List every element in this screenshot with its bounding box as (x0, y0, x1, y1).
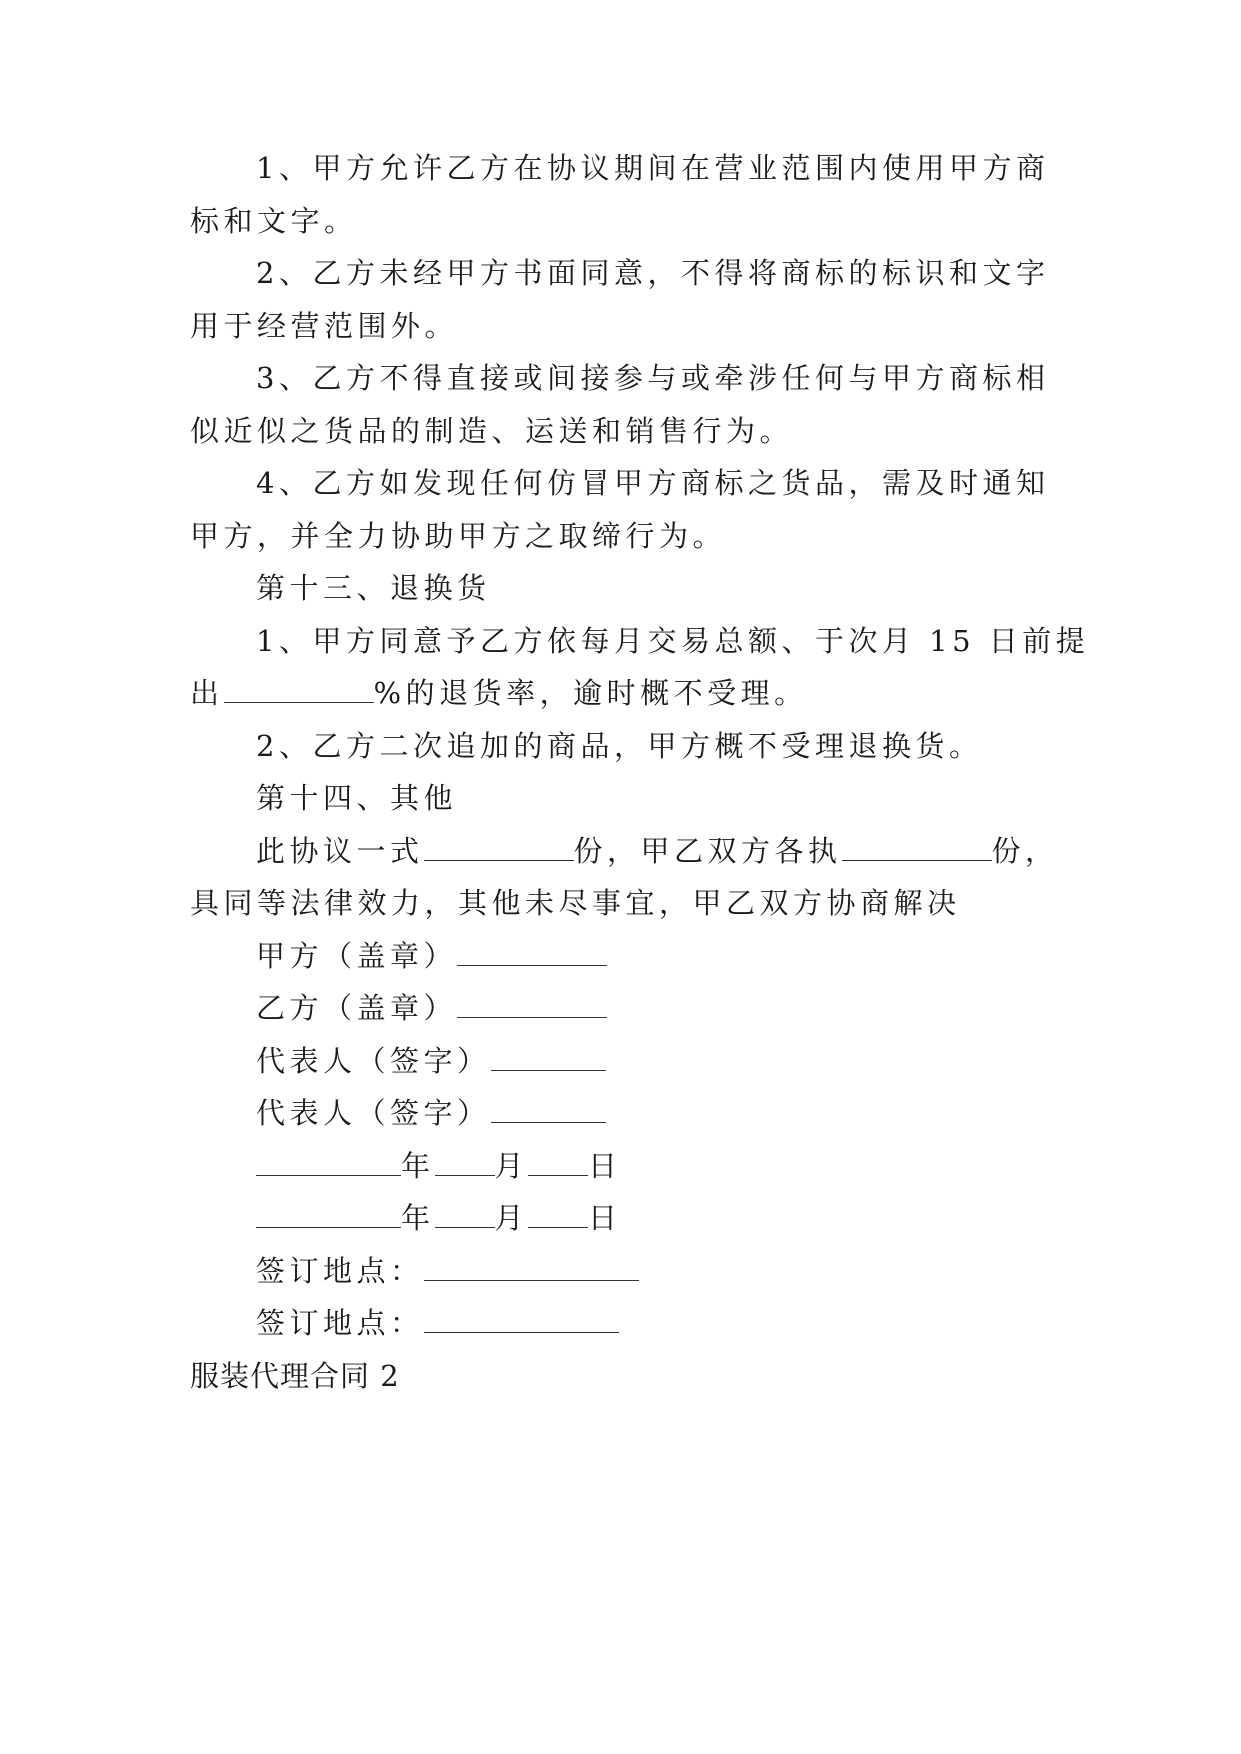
party-b-seal-label: 乙方（盖章） (256, 991, 458, 1025)
clause12-item1-line2: 标和文字。 (190, 204, 358, 238)
year-label-1: 年 (401, 1149, 435, 1183)
return-rate-blank (224, 676, 374, 703)
sign-place-line-1 (256, 1251, 1136, 1291)
date-line-1 (256, 1146, 1136, 1186)
clause12-item3-line1: 3、乙方不得直接或间接参与或牵涉任何与甲方商标相 (256, 361, 1050, 395)
next-contract-title: 服装代理合同 2 (190, 1359, 400, 1393)
party-b-seal-line (256, 988, 1136, 1028)
sign-place-label-1: 签订地点： (256, 1254, 424, 1288)
party-b-seal-blank (457, 991, 607, 1018)
party-a-seal-blank (457, 939, 607, 966)
clause12-item1-line1: 1、甲方允许乙方在协议期间在营业范围内使用甲方商 (256, 151, 1050, 185)
section13-heading: 第十三、退换货 (256, 571, 491, 605)
date-line-2 (256, 1198, 1136, 1238)
copies-each-blank (842, 834, 992, 861)
day-label-2: 日 (588, 1201, 622, 1235)
sign-place-label-2: 签订地点： (256, 1306, 424, 1340)
sign-place-blank-1 (424, 1254, 639, 1281)
month-blank-2 (435, 1201, 495, 1228)
clause12-item2-line1: 2、乙方未经甲方书面同意，不得将商标的标识和文字 (256, 256, 1050, 290)
month-label-2: 月 (494, 1201, 529, 1235)
each-holds-text: 份，甲乙双方各执 (573, 834, 842, 868)
month-blank-1 (435, 1149, 495, 1176)
clause12-item3-line2: 似近似之货品的制造、运送和销售行为。 (190, 414, 794, 448)
section13-item1-suffix: %的退货率，逾时概不受理。 (373, 676, 808, 710)
section14-line2: 具同等法律效力，其他未尽事宜，甲乙双方协商解决 (190, 886, 961, 920)
rep-sign-line-1 (256, 1041, 1136, 1081)
copies-text: 此协议一式 (256, 834, 424, 868)
clause12-item4-line2: 甲方，并全力协助甲方之取缔行为。 (190, 519, 727, 553)
party-a-seal-line (256, 936, 1136, 976)
section13-item2: 2、乙方二次追加的商品，甲方概不受理退换货。 (256, 729, 983, 763)
rep-sign-line-2 (256, 1093, 1136, 1133)
section13-item1-line1: 1、甲方同意予乙方依每月交易总额、于次月 15 日前提 (256, 624, 1090, 658)
sign-place-line-2 (256, 1303, 1136, 1343)
year-blank-2 (256, 1201, 401, 1228)
section14-heading: 第十四、其他 (256, 781, 458, 815)
year-label-2: 年 (401, 1201, 435, 1235)
section14-line1 (256, 831, 1136, 871)
clause12-item4-line1: 4、乙方如发现任何仿冒甲方商标之货品，需及时通知 (256, 466, 1050, 500)
rep-sign-blank-2 (491, 1096, 606, 1123)
rep-sign-label-2: 代表人（签字） (256, 1096, 491, 1130)
year-blank-1 (256, 1149, 401, 1176)
rep-sign-label-1: 代表人（签字） (256, 1044, 491, 1078)
party-a-seal-label: 甲方（盖章） (256, 939, 458, 973)
day-blank-1 (528, 1149, 588, 1176)
copies-total-blank (424, 834, 574, 861)
section13-item1-line2 (190, 673, 1070, 713)
section13-item1-prefix: 出 (190, 676, 224, 710)
copies-unit-text: 份， (991, 834, 1059, 868)
sign-place-blank-2 (424, 1306, 619, 1333)
clause12-item2-line2: 用于经营范围外。 (190, 309, 459, 343)
rep-sign-blank-1 (491, 1044, 606, 1071)
day-blank-2 (528, 1201, 588, 1228)
month-label-1: 月 (494, 1149, 529, 1183)
day-label-1: 日 (588, 1149, 622, 1183)
